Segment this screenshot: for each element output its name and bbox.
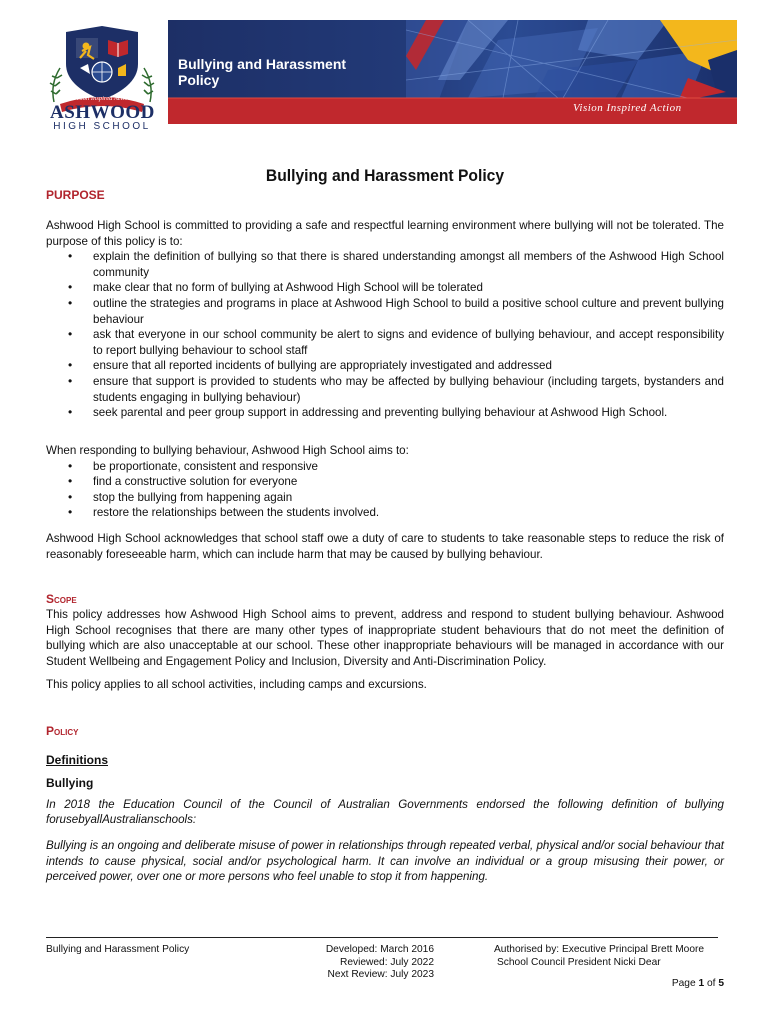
purpose-heading: PURPOSE: [46, 188, 105, 202]
policy-heading: Policy: [46, 724, 79, 738]
list-item: • find a constructive solution for everyone: [93, 474, 724, 490]
scope-paragraph: This policy addresses how Ashwood High School aims to prevent, address and respond to student bullying behaviour. Ashwood High School recognises that there are many other types of inappropriate student behaviours that do not meet the definition of bullying which are also unacceptable at our school. These other inappropriate behaviours will be managed in accordance with our Student Wellbeing and Engagement Policy and Inclusion, Diversity and Anti-Discrimination Policy.: [46, 608, 724, 668]
footer-dates: [256, 944, 434, 982]
footer-president: School Council President Nicki Dear: [497, 956, 661, 968]
list-item: • explain the definition of bullying so that there is shared understanding amongst all members of the Ashwood High School community: [93, 249, 724, 280]
list-item: • seek parental and peer group support in addressing and preventing bullying behaviour at Ashwood High School.: [93, 405, 724, 421]
coag-line-2: forusebyallAustralianschools:: [46, 813, 197, 826]
list-item: • make clear that no form of bullying at Ashwood High School will be tolerated: [93, 280, 724, 296]
list-item: • ask that everyone in our school community be alert to signs and evidence of bullying behaviour, and accept responsibility to report bullying behaviour to school staff: [93, 327, 724, 358]
coag-line-1: In 2018 the Education Council of the Council of Australian Governments endorsed the following definition of bullying: [46, 798, 724, 811]
footer-developed: Developed: March 2016: [325, 944, 434, 955]
footer-divider: [46, 937, 718, 938]
page-number: [672, 978, 724, 991]
aims-section: [46, 443, 724, 521]
list-item: • be proportionate, consistent and responsive: [93, 459, 724, 475]
logo-motto: Vision Inspired Action: [73, 95, 131, 102]
footer-authorisation: [494, 944, 704, 969]
list-item: • stop the bullying from happening again: [93, 490, 724, 506]
list-item: • outline the strategies and programs in place at Ashwood High School to build a positive school culture and prevent bullying behaviour: [93, 296, 724, 327]
list-item: • ensure that all reported incidents of bullying are appropriately investigated and addressed: [93, 358, 724, 374]
document-title: Bullying and Harassment Policy: [265, 166, 505, 185]
footer-doc-name: Bullying and Harassment Policy: [46, 944, 190, 955]
bullying-heading: Bullying: [46, 776, 94, 790]
logo-name: ASHWOOD: [50, 102, 155, 123]
footer-reviewed: Reviewed: July 2022: [339, 956, 434, 968]
scope-applies: This policy applies to all school activities, including camps and excursions.: [46, 678, 427, 691]
footer-next-review: Next Review: July 2023: [327, 969, 434, 981]
logo-subtitle: HIGH SCHOOL: [53, 121, 151, 132]
footer-authorised: Authorised by: Executive Principal Brett Moore: [494, 944, 705, 955]
duty-of-care-paragraph: Ashwood High School acknowledges that school staff owe a duty of care to students to take reasonable steps to reduce the risk of reasonably foreseeable harm, which can include harm that may be caused by bullying behaviour.: [46, 532, 724, 561]
list-item: • ensure that support is provided to students who may be affected by bullying behaviour (including targets, bystanders and students engaging in bullying behaviour): [93, 374, 724, 405]
aims-bullets: [46, 459, 724, 521]
page-total: 5: [718, 978, 724, 989]
scope-heading: Scope: [46, 592, 77, 606]
page-of: of: [706, 978, 716, 989]
bullying-definition: Bullying is an ongoing and deliberate misuse of power in relationships through repeated verbal, physical and/or social behaviour that intends to cause physical, social and/or psychological harm. It can involve an individual or a group misusing their power, or perceived power, over one or more persons who feel unable to stop it from happening.: [46, 839, 725, 884]
page-current: 1: [698, 978, 705, 989]
aims-intro: When responding to bullying behaviour, Ashwood High School aims to:: [46, 444, 409, 457]
purpose-intro: Ashwood High School is committed to providing a safe and respectful learning environment where bullying will not be tolerated. The purpose of this policy is to:: [46, 219, 724, 248]
banner-title: Bullying and Harassment Policy: [178, 56, 347, 88]
banner-tagline: Vision Inspired Action: [573, 102, 682, 114]
page-label: Page: [671, 978, 696, 989]
definitions-heading: Definitions: [46, 753, 108, 767]
purpose-section: [46, 218, 724, 421]
list-item: • restore the relationships between the students involved.: [93, 505, 724, 521]
purpose-bullets: [46, 249, 724, 421]
